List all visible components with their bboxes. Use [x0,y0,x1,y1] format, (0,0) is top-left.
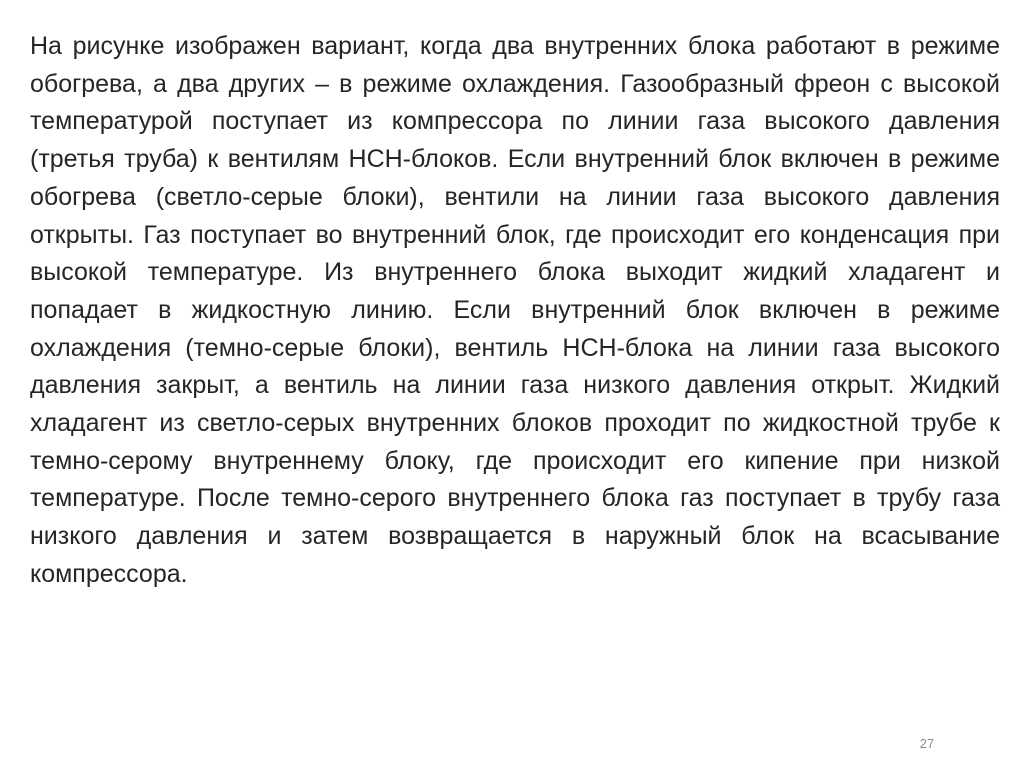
slide-page-number: 27 [919,736,935,751]
slide-body-text: На рисунке изображен вариант, когда два внутренних блока работают в режиме обогрева, а два других – в режиме охлаждения. Газообразный фреон с высокой температурой поступает из компрессора по линии газа высокого давления (третья труба) к вентилям HCH-блоков. Если внутренний блок включен в режиме обогрева (светло-серые блоки), вентили на линии газа высокого давления открыты. Газ поступает во внутренний блок, где происходит его конденсация при высокой температуре. Из внутреннего блока выходит жидкий хладагент и попадает в жидкостную линию. Если внутренний блок включен в режиме охлаждения (темно-серые блоки), вентиль HCH-блока на линии газа высокого давления закрыт, а вентиль на линии газа низкого давления открыт. Жидкий хладагент из светло-серых внутренних блоков проходит по жидкостной трубе к темно-серому внутреннему блоку, где происходит его кипение при низкой температуре. После темно-серого внутреннего блока газ поступает в трубу газа низкого давления и затем возвращается в наружный блок на всасывание компрессора. [30,32,1000,588]
